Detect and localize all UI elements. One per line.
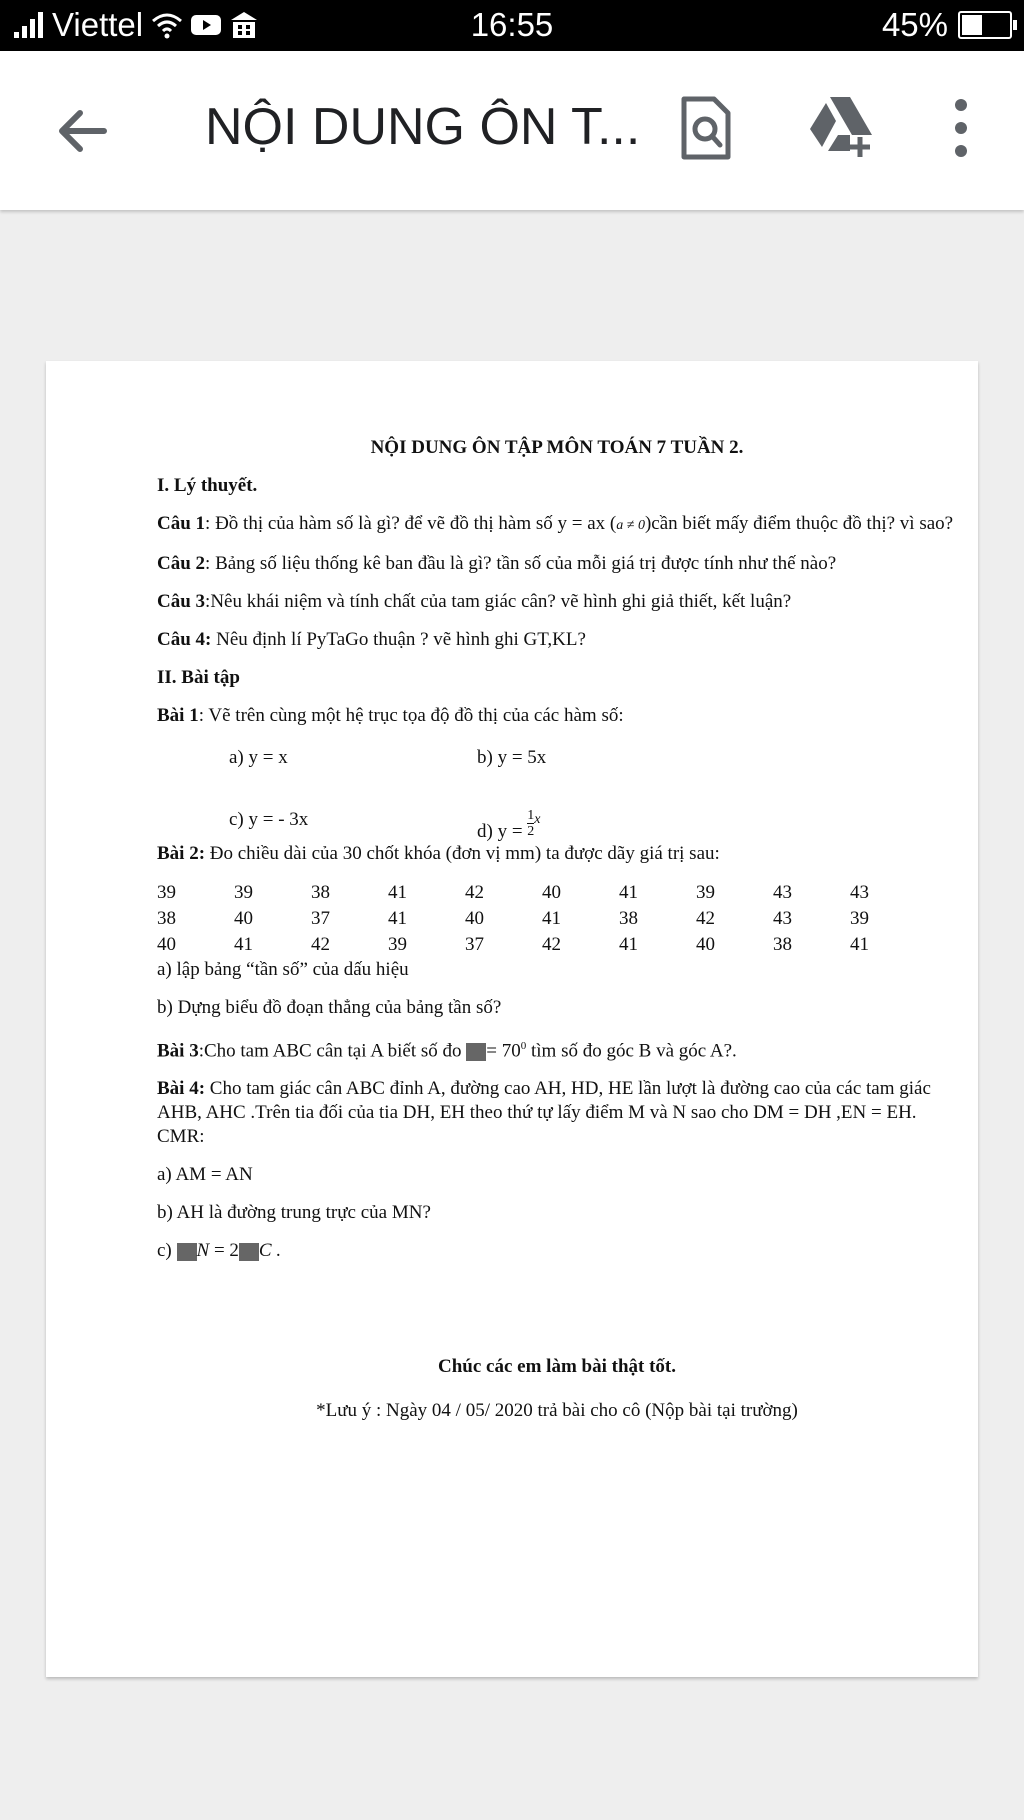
document-content [157,421,957,1423]
table-cell: 42 [311,934,330,955]
exercise-3-text1: :Cho tam ABC cân tại A biết số đo [198,1040,462,1062]
exercise-1-row-ab [157,746,957,770]
section-exercises: II. Bài tập [157,667,240,688]
exercise-4-text: Cho tam giác cân ABC đỉnh A, đường cao AH, HD, HE lần lượt là đường cao của các tam giác AHB, AHC .Trên tia đối của tia DH, EH theo thứ tự lấy điểm M và N sao cho DM = DH ,EN = EH. CMR: [157,1078,931,1148]
exercise-4-label: Bài 4: [157,1078,206,1100]
question-1-text: : Đồ thị của hàm số là gì? để vẽ đồ thị hàm số y = ax ( [205,513,617,534]
exercise-4-c [157,1239,957,1263]
table-cell: 39 [388,934,407,955]
question-3-label: Câu 3 [157,591,206,612]
exercise-2 [157,842,957,866]
table-cell: 42 [542,934,561,955]
section-theory: I. Lý thuyết. [157,475,258,496]
exercise-4-c-n: N [196,1240,210,1262]
table-cell: 39 [157,882,176,903]
fraction-variable: x [534,812,541,827]
question-1-condition: a ≠ 0 [616,518,645,533]
angle-symbol-image [177,1243,197,1261]
table-cell: 38 [773,934,792,955]
closing-message: Chúc các em làm bài thật tốt. [438,1356,676,1378]
exercise-3-label: Bài 3 [157,1040,199,1062]
data-table [157,880,927,958]
question-2-text: : Bảng số liệu thống kê ban đầu là gì? tần số của mỗi giá trị được tính như thế nào? [205,553,837,574]
question-1 [157,512,957,538]
table-cell: 43 [773,882,792,903]
table-cell: 38 [157,908,176,929]
table-cell: 41 [850,934,869,955]
table-cell: 42 [696,908,715,929]
exercise-3-text2: = 70 [486,1040,521,1062]
table-cell: 41 [542,908,561,929]
question-4 [157,628,957,652]
exercise-2-label: Bài 2: [157,843,206,864]
exercise-1-text: : Vẽ trên cùng một hệ trục tọa độ đồ thị của các hàm số: [198,705,624,726]
table-cell: 40 [157,934,176,955]
question-2-label: Câu 2 [157,553,206,574]
angle-symbol-image [239,1243,259,1261]
table-cell: 40 [465,908,484,929]
table-row [157,906,927,932]
exercise-1-d [477,808,541,844]
fraction-denominator: 2 [527,824,535,840]
exercise-4 [157,1077,957,1149]
question-4-label: Câu 4: [157,629,212,650]
table-cell: 38 [619,908,638,929]
exercise-4-c-label: c) [157,1240,172,1262]
question-1-label: Câu 1 [157,513,206,534]
table-cell: 40 [542,882,561,903]
question-3 [157,590,957,614]
exercise-3-text3: tìm số đo góc B và góc A?. [526,1040,737,1062]
table-cell: 37 [311,908,330,929]
exercise-2-text: Đo chiều dài của 30 chốt khóa (đơn vị mm) ta được dãy giá trị sau: [205,843,720,864]
table-cell: 41 [388,882,407,903]
exercise-1-label: Bài 1 [157,705,199,726]
back-arrow-icon[interactable] [52,101,112,161]
battery-icon [958,11,1012,39]
document-title: NỘI DUNG ÔN T... [205,98,641,156]
table-cell: 41 [388,908,407,929]
table-cell: 38 [311,882,330,903]
table-cell: 39 [234,882,253,903]
table-cell: 41 [619,934,638,955]
table-cell: 39 [850,908,869,929]
table-row [157,880,927,906]
battery-percent: 45% [881,6,948,43]
document-page[interactable] [46,361,978,1677]
table-cell: 41 [619,882,638,903]
table-cell: 37 [465,934,484,955]
submission-note: *Lưu ý : Ngày 04 / 05/ 2020 trả bài cho cô (Nộp bài tại trường) [316,1400,798,1422]
table-cell: 40 [696,934,715,955]
app-bar [0,51,1024,210]
exercise-1-b: b) y = 5x [477,747,547,768]
find-in-page-icon[interactable] [680,95,732,161]
table-cell: 40 [234,908,253,929]
table-cell: 42 [465,882,484,903]
question-2 [157,552,957,576]
table-cell: 41 [234,934,253,955]
exercise-1-a: a) y = x [229,747,288,768]
table-cell: 43 [850,882,869,903]
exercise-2-a: a) lập bảng “tần số” của dấu hiệu [157,959,409,980]
exercise-1 [157,704,957,728]
exercise-4-c-c: C . [258,1240,282,1262]
question-3-text: :Nêu khái niệm và tính chất của tam giác cân? vẽ hình ghi giả thiết, kết luận? [205,591,792,612]
exercise-4-c-eq: = 2 [213,1240,239,1262]
exercise-3 [157,1034,957,1063]
degree-superscript: 0 [520,1040,527,1052]
table-cell: 43 [773,908,792,929]
carrier-name: Viettel [52,6,144,43]
add-to-drive-icon[interactable] [808,95,874,157]
more-options-icon[interactable] [950,95,972,161]
exercise-1-c: c) y = - 3x [229,809,309,830]
fraction-numerator: 1 [527,808,535,824]
clock: 16:55 [470,6,554,43]
exercise-2-b: b) Dựng biểu đồ đoạn thẳng của bảng tần số? [157,997,502,1018]
table-cell: 39 [696,882,715,903]
question-4-text: Nêu định lí PyTaGo thuận ? vẽ hình ghi GT,KL? [211,629,586,650]
document-heading: NỘI DUNG ÔN TẬP MÔN TOÁN 7 TUẦN 2. [370,437,744,458]
exercise-4-b: b) AH là đường trung trực của MN? [157,1202,431,1224]
exercise-1-row-cd [157,800,957,842]
exercise-4-a: a) AM = AN [157,1164,253,1186]
angle-symbol-image [466,1043,486,1061]
exercise-1-d-label: d) y = [477,821,523,842]
table-row [157,932,927,958]
question-1-text2: )cần biết mấy điểm thuộc đồ thị? vì sao? [644,513,954,534]
status-bar [0,0,1024,51]
